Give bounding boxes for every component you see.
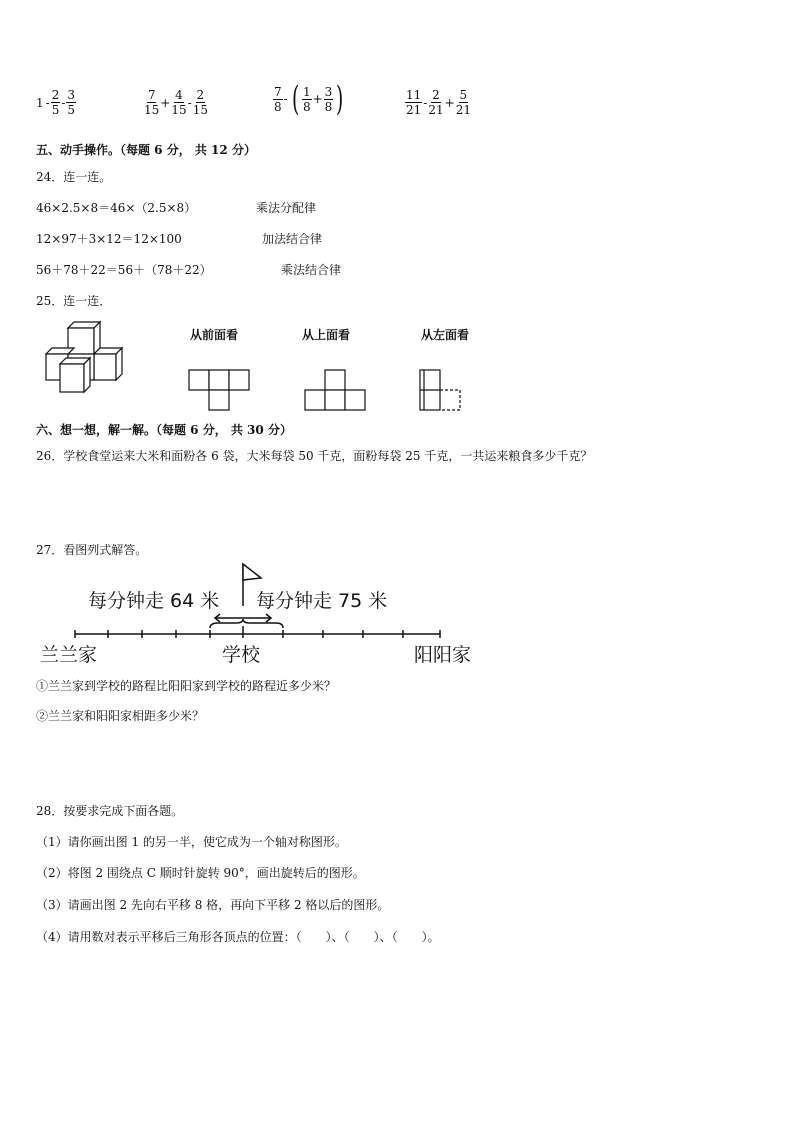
q24-right-2: 加法结合律 <box>262 232 323 246</box>
operator: - <box>423 95 428 110</box>
q24-left-2: 12×97＋3×12＝12×100 <box>36 232 182 246</box>
expression-4 <box>405 88 471 117</box>
place-lanlan-home: 兰兰家 <box>40 644 98 666</box>
q27-sub-1: ①兰兰家到学校的路程比阳阳家到学校的路程近多少米？ <box>36 679 337 693</box>
q25-view-top: 从上面看 <box>302 328 351 342</box>
q25-view-front: 从前面看 <box>190 328 239 342</box>
right-speed-label: 每分钟走 75 米 <box>256 590 388 612</box>
fraction: $\frac{2}{15}$ <box>192 88 208 117</box>
left-speed-label: 每分钟走 64 米 <box>88 590 220 612</box>
operator: - <box>187 95 192 110</box>
q28-item-4: （4）请用数对表示平移后三角形各顶点的位置：（ ）、（ ）、（ ）。 <box>36 930 440 944</box>
fraction: $\frac{2}{5}$ <box>51 88 60 117</box>
operator: 1 <box>36 95 44 110</box>
section-6-heading: 六、想一想，解一解。（每题 6 分， 共 30 分） <box>36 423 292 437</box>
q27-title: 27．看图列式解答。 <box>36 543 148 557</box>
top-view-figure <box>304 368 368 412</box>
operator: + <box>444 95 455 110</box>
expression-2 <box>144 88 208 117</box>
fraction: $\frac{3}{8}$ <box>324 84 333 114</box>
q24-right-3: 乘法结合律 <box>281 263 342 277</box>
front-view-figure <box>188 368 252 412</box>
q28-item-1: （1）请你画出图 1 的另一半，使它成为一个轴对称图形。 <box>36 835 347 849</box>
q24-title: 24．连一连。 <box>36 170 112 184</box>
place-yangyang-home: 阳阳家 <box>414 644 472 666</box>
expression-3 <box>273 79 347 119</box>
q28-item-2: （2）将图 2 围绕点 C 顺时针旋转 90°，画出旋转后的图形。 <box>36 866 365 880</box>
cube-stack-figure <box>44 326 124 396</box>
q28-item-3: （3）请画出图 2 先向右平移 8 格，再向下平移 2 格以后的图形。 <box>36 898 390 912</box>
place-school: 学校 <box>222 644 261 666</box>
q26-text: 26．学校食堂运来大米和面粉各 6 袋，大米每袋 50 千克，面粉每袋 25 千克，一共运来粮食多少千克？ <box>36 449 593 463</box>
fraction: $\frac{7}{8}$ <box>274 84 282 114</box>
q25-title: 25．连一连． <box>36 294 112 308</box>
q24-left-3: 56＋78＋22＝56＋（78＋22） <box>36 263 212 277</box>
fraction: $\frac{1}{8}$ <box>302 84 311 114</box>
right-paren: ) <box>336 79 344 119</box>
fraction: $\frac{5}{21}$ <box>455 88 471 117</box>
operator: - <box>283 92 288 106</box>
operator: - <box>45 95 50 110</box>
operator: - <box>61 95 66 110</box>
expression-1 <box>35 88 76 117</box>
left-paren: ( <box>291 79 299 119</box>
q25-view-left: 从左面看 <box>421 328 470 342</box>
left-view-figure <box>418 368 468 412</box>
operator: + <box>160 95 171 110</box>
q27-sub-2: ②兰兰家和阳阳家相距多少米？ <box>36 709 205 723</box>
section-5-heading: 五、动手操作。（每题 6 分， 共 12 分） <box>36 143 256 157</box>
q24-right-1: 乘法分配律 <box>256 201 317 215</box>
fraction: $\frac{2}{21}$ <box>428 88 444 117</box>
fraction: $\frac{11}{21}$ <box>406 88 422 117</box>
operator: + <box>312 92 323 106</box>
fraction: $\frac{3}{5}$ <box>67 88 76 117</box>
fraction: $\frac{4}{15}$ <box>171 88 187 117</box>
q24-left-1: 46×2.5×8＝46×（2.5×8） <box>36 201 197 215</box>
q28-title: 28．按要求完成下面各题。 <box>36 804 184 818</box>
fraction: $\frac{7}{15}$ <box>144 88 160 117</box>
